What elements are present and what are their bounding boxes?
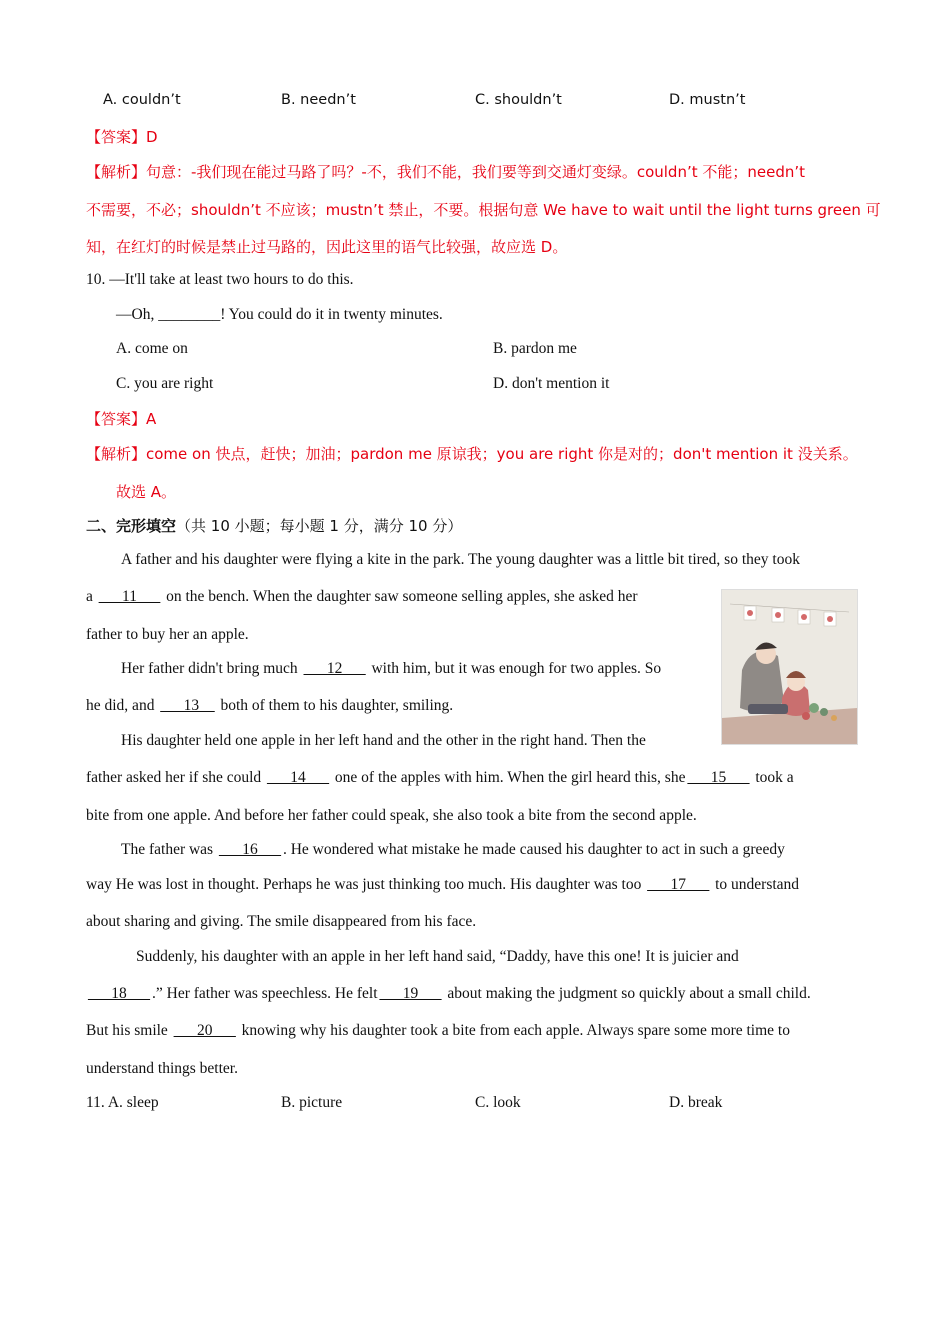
passage-line-15: understand things better. — [86, 1060, 238, 1077]
q9-answer: 【答案】D — [86, 128, 158, 146]
blank-17: ___17___ — [647, 876, 710, 893]
q10-option-a: A. come on — [116, 340, 188, 357]
passage-text: both of them to his daughter, smiling. — [220, 697, 454, 714]
q9-option-a: A. couldn’t — [103, 92, 181, 108]
section-heading-note: （共 10 小题；每小题 1 分，满分 10 分） — [176, 517, 463, 535]
passage-text: But his smile — [86, 1022, 168, 1039]
q10-line-1: 10. —It'll take at least two hours to do this. — [86, 271, 354, 288]
passage-text: way He was lost in thought. Perhaps he was just thinking too much. His daughter was too — [86, 876, 642, 893]
passage-line-8: bite from one apple. And before her father could speak, she also took a bite from the second apple. — [86, 807, 697, 824]
passage-text: a — [86, 588, 93, 605]
q11-option-d: D. break — [669, 1094, 723, 1111]
blank-16: ___16___ — [218, 841, 281, 858]
passage-line-6: His daughter held one apple in her left hand and the other in the right hand. Then the — [121, 732, 646, 749]
passage-line-9 — [121, 841, 785, 859]
father-daughter-illustration — [721, 589, 858, 745]
blank-11: ___11___ — [98, 588, 161, 605]
q10-analysis-line-2: 故选 A。 — [116, 483, 177, 501]
passage-text: father asked her if she could — [86, 769, 262, 786]
passage-line-4 — [121, 660, 661, 678]
blank-14: ___14___ — [267, 769, 330, 786]
passage-text: with him, but it was enough for two apples. So — [371, 660, 662, 677]
passage-text: .” Her father was speechless. He felt — [152, 985, 378, 1002]
q11-option-c: C. look — [475, 1094, 521, 1111]
passage-text: The father was — [121, 841, 214, 858]
passage-line-1: A father and his daughter were flying a kite in the park. The young daughter was a little bit tired, so they took — [121, 551, 800, 568]
passage-line-5 — [86, 697, 453, 715]
q10-line-2: —Oh, ________! You could do it in twenty minutes. — [116, 306, 443, 323]
passage-text: he did, and — [86, 697, 155, 714]
blank-13: ___13__ — [160, 697, 215, 714]
passage-text: one of the apples with him. When the girl heard this, she — [334, 769, 686, 786]
passage-text: took a — [755, 769, 794, 786]
q9-analysis-line-3: 知，在红灯的时候是禁止过马路的，因此这里的语气比较强，故应选 D。 — [86, 238, 568, 256]
q11-option-a: 11. A. sleep — [86, 1094, 159, 1111]
illustration-drawing — [722, 590, 857, 744]
blank-15: ___15___ — [687, 769, 750, 786]
passage-text: on the bench. When the daughter saw someone selling apples, she asked her — [166, 588, 638, 605]
q9-analysis-line-1: 【解析】句意：-我们现在能过马路了吗？-不，我们不能，我们要等到交通灯变绿。couldn’t 不能；needn’t — [86, 163, 806, 181]
q9-option-c: C. shouldn’t — [475, 92, 562, 108]
q10-analysis-line-1: 【解析】come on 快点，赶快；加油；pardon me 原谅我；you are right 你是对的；don't mention it 没关系。 — [86, 445, 858, 463]
q9-option-b: B. needn’t — [281, 92, 356, 108]
q10-option-d: D. don't mention it — [493, 375, 610, 392]
section-heading-title: 二、完形填空 — [86, 517, 177, 535]
q10-option-b: B. pardon me — [493, 340, 577, 357]
passage-line-3: father to buy her an apple. — [86, 626, 249, 643]
passage-text: Her father didn't bring much — [121, 660, 298, 677]
q10-option-c: C. you are right — [116, 375, 214, 392]
passage-line-12: Suddenly, his daughter with an apple in her left hand said, “Daddy, have this one! It is juicier and — [136, 948, 739, 965]
q9-option-d: D. mustn’t — [669, 92, 746, 108]
blank-18: ___18___ — [88, 985, 150, 1002]
passage-line-13 — [86, 985, 811, 1003]
q10-answer: 【答案】A — [86, 410, 157, 428]
q11-option-b: B. picture — [281, 1094, 343, 1111]
blank-19: ___19___ — [379, 985, 442, 1002]
blank-20: ___20___ — [173, 1022, 236, 1039]
passage-text: knowing why his daughter took a bite from each apple. Always spare some more time to — [241, 1022, 790, 1039]
passage-text: to understand — [715, 876, 800, 893]
passage-text: . He wondered what mistake he made caused his daughter to act in such a greedy — [282, 841, 785, 858]
blank-12: ___12___ — [303, 660, 366, 677]
passage-line-10 — [86, 876, 799, 894]
passage-line-14 — [86, 1022, 790, 1040]
q9-analysis-line-2: 不需要，不必；shouldn’t 不应该；mustn’t 禁止，不要。根据句意 We have to wait until the light turns green 可 — [86, 201, 881, 219]
passage-line-7 — [86, 769, 794, 787]
passage-line-11: about sharing and giving. The smile disappeared from his face. — [86, 913, 477, 930]
passage-text: about making the judgment so quickly about a small child. — [447, 985, 811, 1002]
section-heading — [86, 515, 462, 536]
passage-line-2 — [86, 588, 638, 606]
